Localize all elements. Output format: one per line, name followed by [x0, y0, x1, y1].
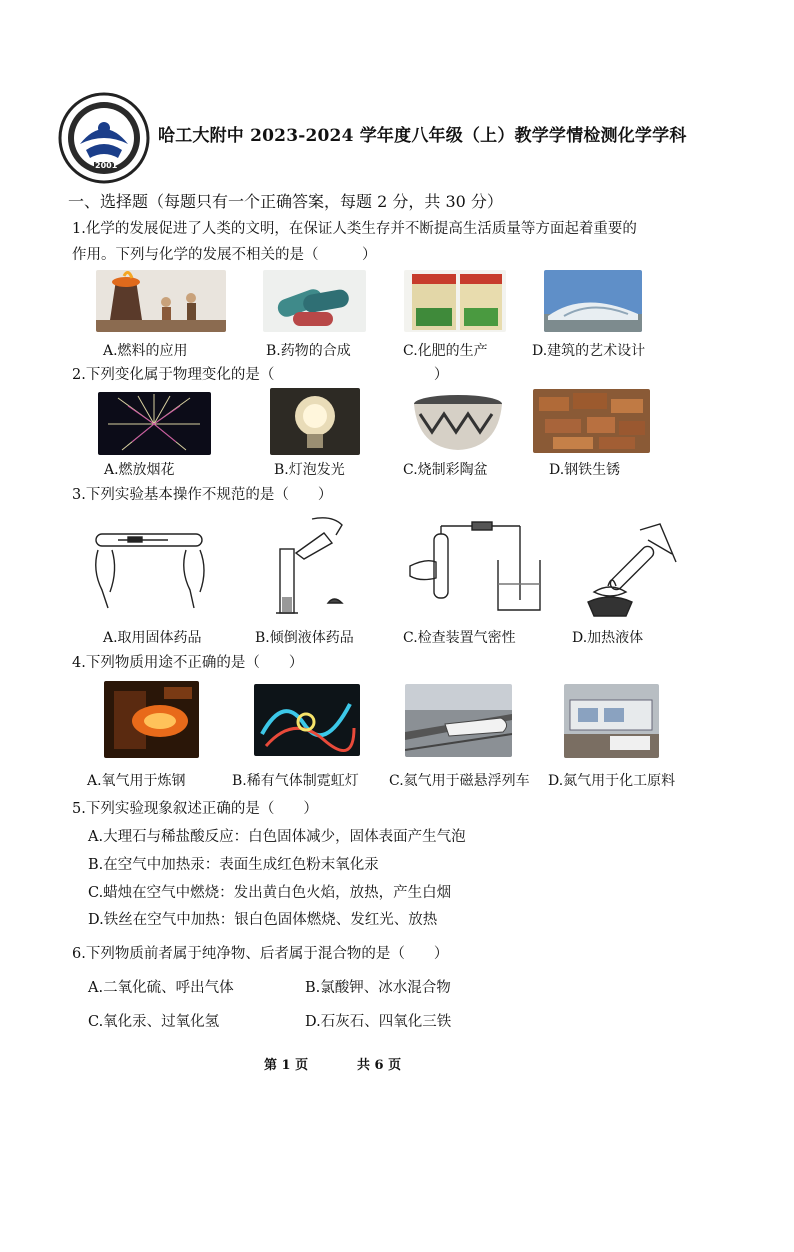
school-logo	[58, 92, 150, 184]
fuel-application-image	[96, 270, 226, 332]
page-title: 哈工大附中 2023-2024 学年度八年级（上）教学学情检测化学学科	[158, 126, 687, 146]
q6-option-b[interactable]: B.氯酸钾、冰水混合物	[305, 980, 451, 996]
pour-liquid-diagram	[272, 515, 352, 615]
q3-option-a[interactable]: A.取用固体药品	[103, 630, 202, 646]
q6-option-c[interactable]: C.氧化汞、过氧化氢	[88, 1014, 220, 1030]
question-4-stem: 4.下列物质用途不正确的是（ ）	[72, 655, 304, 671]
solid-reagent-diagram	[88, 520, 212, 612]
neon-light-image	[254, 684, 360, 756]
question-6-stem: 6.下列物质前者属于纯净物、后者属于混合物的是（ ）	[72, 946, 449, 962]
q6-option-a[interactable]: A.二氧化硫、呼出气体	[88, 980, 234, 996]
q5-option-a[interactable]: A.大理石与稀盐酸反应：白色固体减少，固体表面产生气泡	[88, 829, 466, 845]
page-number: 第 1 页	[264, 1058, 309, 1073]
architecture-image	[544, 270, 642, 332]
q4-option-b[interactable]: B.稀有气体制霓虹灯	[232, 773, 359, 789]
painted-pottery-image	[408, 392, 508, 455]
rusted-steel-image	[533, 389, 650, 453]
q6-option-d[interactable]: D.石灰石、四氧化三铁	[305, 1014, 452, 1030]
logo-year: 2001	[95, 161, 118, 170]
question-2-stem: 2.下列变化属于物理变化的是（ ）	[72, 367, 449, 383]
airtightness-diagram	[406, 518, 548, 614]
section-title: 一、选择题（每题只有一个正确答案，每题 2 分，共 30 分）	[68, 192, 503, 211]
q3-option-c[interactable]: C.检查装置气密性	[403, 630, 516, 646]
q5-option-d[interactable]: D.铁丝在空气中加热：银白色固体燃烧、发红光、放热	[88, 912, 438, 928]
total-pages: 共 6 页	[357, 1058, 402, 1073]
question-1-stem-line-2: 作用。下列与化学的发展不相关的是（ ）	[72, 247, 377, 263]
q3-option-d[interactable]: D.加热液体	[572, 630, 644, 646]
q1-option-c[interactable]: C.化肥的生产	[403, 343, 488, 359]
q1-option-d[interactable]: D.建筑的艺术设计	[532, 343, 646, 359]
q5-option-c[interactable]: C.蜡烛在空气中燃烧：发出黄白色火焰，放热，产生白烟	[88, 885, 452, 901]
q4-option-c[interactable]: C.氦气用于磁悬浮列车	[389, 773, 530, 789]
steelmaking-image	[104, 681, 199, 758]
question-3-stem: 3.下列实验基本操作不规范的是（ ）	[72, 487, 333, 503]
question-5-stem: 5.下列实验现象叙述正确的是（ ）	[72, 801, 318, 817]
q4-option-a[interactable]: A.氧气用于炼钢	[87, 773, 186, 789]
q2-option-c[interactable]: C.烧制彩陶盆	[403, 462, 488, 478]
q3-option-b[interactable]: B.倾倒液体药品	[255, 630, 354, 646]
q2-option-b[interactable]: B.灯泡发光	[274, 462, 345, 478]
q4-option-d[interactable]: D.氮气用于化工原料	[548, 773, 676, 789]
heat-liquid-diagram	[580, 522, 680, 618]
medicine-synthesis-image	[263, 270, 366, 332]
fireworks-image	[98, 392, 211, 455]
chemical-plant-image	[564, 684, 659, 758]
light-bulb-image	[270, 388, 360, 455]
q2-option-d[interactable]: D.钢铁生锈	[549, 462, 621, 478]
q1-option-b[interactable]: B.药物的合成	[266, 343, 351, 359]
maglev-train-image	[405, 684, 512, 757]
q2-option-a[interactable]: A.燃放烟花	[104, 462, 175, 478]
q5-option-b[interactable]: B.在空气中加热汞：表面生成红色粉末氧化汞	[88, 857, 379, 873]
question-1-stem-line-1: 1.化学的发展促进了人类的文明，在保证人类生存并不断提高生活质量等方面起着重要的	[72, 221, 637, 237]
q1-option-a[interactable]: A.燃料的应用	[103, 343, 188, 359]
fertilizer-bags-image	[404, 270, 506, 332]
